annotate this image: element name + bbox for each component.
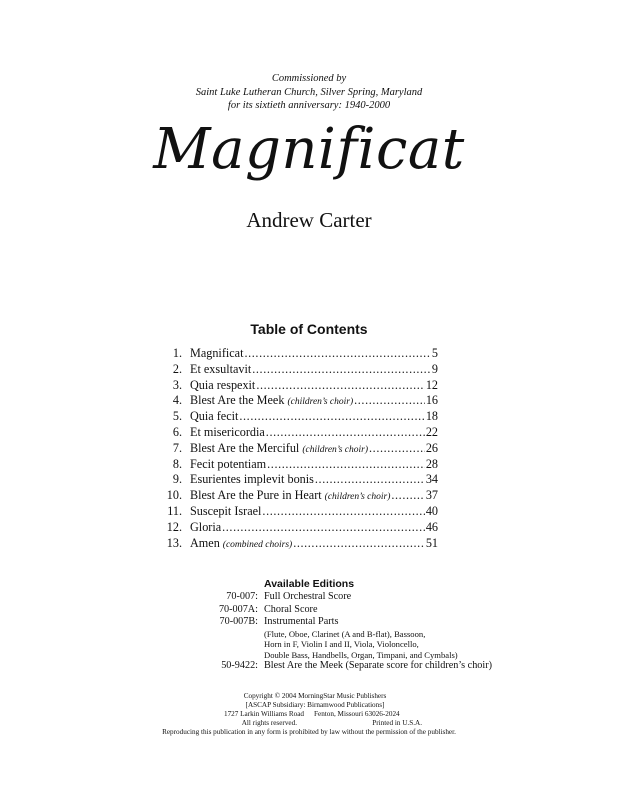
toc-entry-page: 18 [425, 409, 438, 424]
toc-leader-dots [222, 520, 425, 536]
edition-row [180, 591, 600, 604]
toc-entry-page: 9 [431, 361, 438, 376]
toc-entry-title: Et exsultavit [190, 361, 252, 376]
toc-entry-note: (combined choirs) [222, 539, 293, 550]
toc-entry-page: 28 [425, 456, 438, 471]
toc-entry-number: 10. [166, 488, 182, 503]
toc-entry-page: 22 [425, 424, 438, 439]
edition-code: 70-007A: [218, 603, 258, 615]
toc-leader-dots [252, 362, 431, 378]
toc-entry [162, 504, 438, 520]
toc-entry-page: 37 [425, 488, 438, 503]
toc-entry-note: (children’s choir) [302, 444, 369, 455]
toc-entry-number: 7. [172, 440, 182, 455]
toc-entry-page: 40 [425, 503, 438, 518]
toc-entry-title: Quia respexit [190, 377, 256, 392]
toc-entry-page: 51 [425, 535, 438, 550]
edition-description: Instrumental Parts [264, 616, 339, 627]
edition-description: Full Orchestral Score [264, 591, 352, 602]
edition-description: Blest Are the Meek (Separate score for children’s choir) [264, 660, 492, 672]
composer-name: Andrew Carter [246, 208, 372, 232]
rights-line [0, 719, 618, 728]
toc-entry [162, 441, 438, 457]
toc-entry-note: (children’s choir) [324, 492, 391, 503]
toc-leader-dots [244, 346, 430, 362]
instrumental-parts-list [264, 629, 600, 661]
toc-leader-dots [256, 378, 424, 394]
edition-code: 50-9422: [221, 660, 258, 672]
toc-leader-dots [391, 488, 424, 504]
toc-entry-page: 16 [425, 393, 438, 408]
toc-entry [162, 346, 438, 362]
toc-leader-dots [262, 504, 424, 520]
toc-entry-number: 9. [172, 472, 182, 487]
toc-entry [162, 425, 438, 441]
toc-entry-title: Blest Are the Meek [190, 393, 285, 408]
toc-leader-dots [369, 441, 425, 457]
toc-entry [162, 393, 438, 409]
edition-row [180, 604, 600, 617]
available-editions [180, 591, 600, 673]
toc-entry-number: 8. [172, 456, 182, 471]
toc-entry-number: 12. [166, 519, 182, 534]
toc-entry-title: Gloria [190, 519, 222, 534]
toc-entry-number: 13. [166, 535, 182, 550]
copyright-line: Copyright © 2004 MorningStar Music Publishers [243, 692, 387, 700]
toc-entry-title: Suscepit Israel [190, 503, 262, 518]
toc-entry-title: Amen [190, 535, 220, 550]
subsidiary-line: [ASCAP Subsidiary: Birnamwood Publications] [245, 701, 385, 709]
edition-description: Choral Score [264, 603, 318, 615]
copyright-block [0, 692, 618, 737]
parts-line: Double Bass, Handbells, Organ, Timpani, and Cymbals) [264, 649, 458, 660]
toc-entry-number: 11. [167, 503, 182, 518]
toc-entry-page: 12 [425, 377, 438, 392]
toc-entry-title: Quia fecit [190, 409, 239, 424]
toc-heading: Table of Contents [250, 321, 368, 337]
toc-entry [162, 378, 438, 394]
toc-entry [162, 536, 438, 552]
toc-entry [162, 520, 438, 536]
commission-line-2: Saint Luke Lutheran Church, Silver Spring, Maryland [195, 86, 423, 98]
toc-entry-page: 34 [425, 472, 438, 487]
rights-reserved: All rights reserved. [241, 719, 297, 727]
commission-line-3: for its sixtieth anniversary: 1940-2000 [227, 100, 391, 111]
toc-entry-title: Blest Are the Merciful [190, 440, 300, 455]
toc-leader-dots [267, 457, 425, 473]
toc-leader-dots [315, 472, 425, 488]
toc-entry-number: 1. [172, 346, 182, 360]
toc-entry-title: Et misericordia [190, 424, 265, 439]
toc-entry-page: 46 [425, 519, 438, 534]
toc-entry-number: 3. [172, 377, 182, 392]
toc-leader-dots [239, 409, 424, 425]
toc-leader-dots [266, 425, 425, 441]
toc-entry-number: 6. [172, 424, 182, 439]
toc-entry-note: (children’s choir) [287, 397, 354, 408]
toc-entry-title: Magnificat [190, 346, 244, 360]
street-address: 1727 Larkin Williams Road [223, 710, 304, 718]
printed-in: Printed in U.S.A. [372, 719, 422, 727]
toc-entry [162, 362, 438, 378]
address-line [0, 710, 618, 719]
toc-entry-page: 26 [425, 440, 438, 455]
toc-entry-number: 2. [172, 361, 182, 376]
edition-code: 70-007: [226, 591, 258, 602]
edition-code: 70-007B: [219, 616, 258, 627]
edition-row [180, 660, 600, 673]
toc-entry [162, 472, 438, 488]
toc-entry-title: Esurientes implevit bonis [190, 472, 314, 487]
parts-line: Horn in F, Violin I and II, Viola, Violoncello, [264, 639, 419, 650]
toc-entry [162, 457, 438, 473]
toc-entry-page: 5 [431, 346, 438, 360]
toc-leader-dots [354, 393, 425, 409]
toc-entry-number: 4. [172, 393, 182, 408]
toc-entry [162, 409, 438, 425]
toc-leader-dots [293, 536, 425, 552]
toc-entry-title: Blest Are the Pure in Heart [190, 488, 322, 503]
parts-line: (Flute, Oboe, Clarinet (A and B-flat), Bassoon, [264, 628, 426, 639]
commission-note [0, 72, 618, 113]
edition-row [180, 616, 600, 629]
work-title: Magnificat [153, 117, 465, 182]
editions-heading: Available Editions [264, 578, 355, 590]
table-of-contents [162, 346, 438, 551]
toc-entry-title: Fecit potentiam [190, 456, 267, 471]
commission-line-1: Commissioned by [271, 73, 347, 84]
reproduction-notice: Reproducing this publication in any form is prohibited by law without the permission of the publisher. [162, 728, 456, 736]
toc-entry-number: 5. [172, 409, 182, 424]
city-address: Fenton, Missouri 63026-2024 [314, 710, 400, 718]
toc-entry [162, 488, 438, 504]
